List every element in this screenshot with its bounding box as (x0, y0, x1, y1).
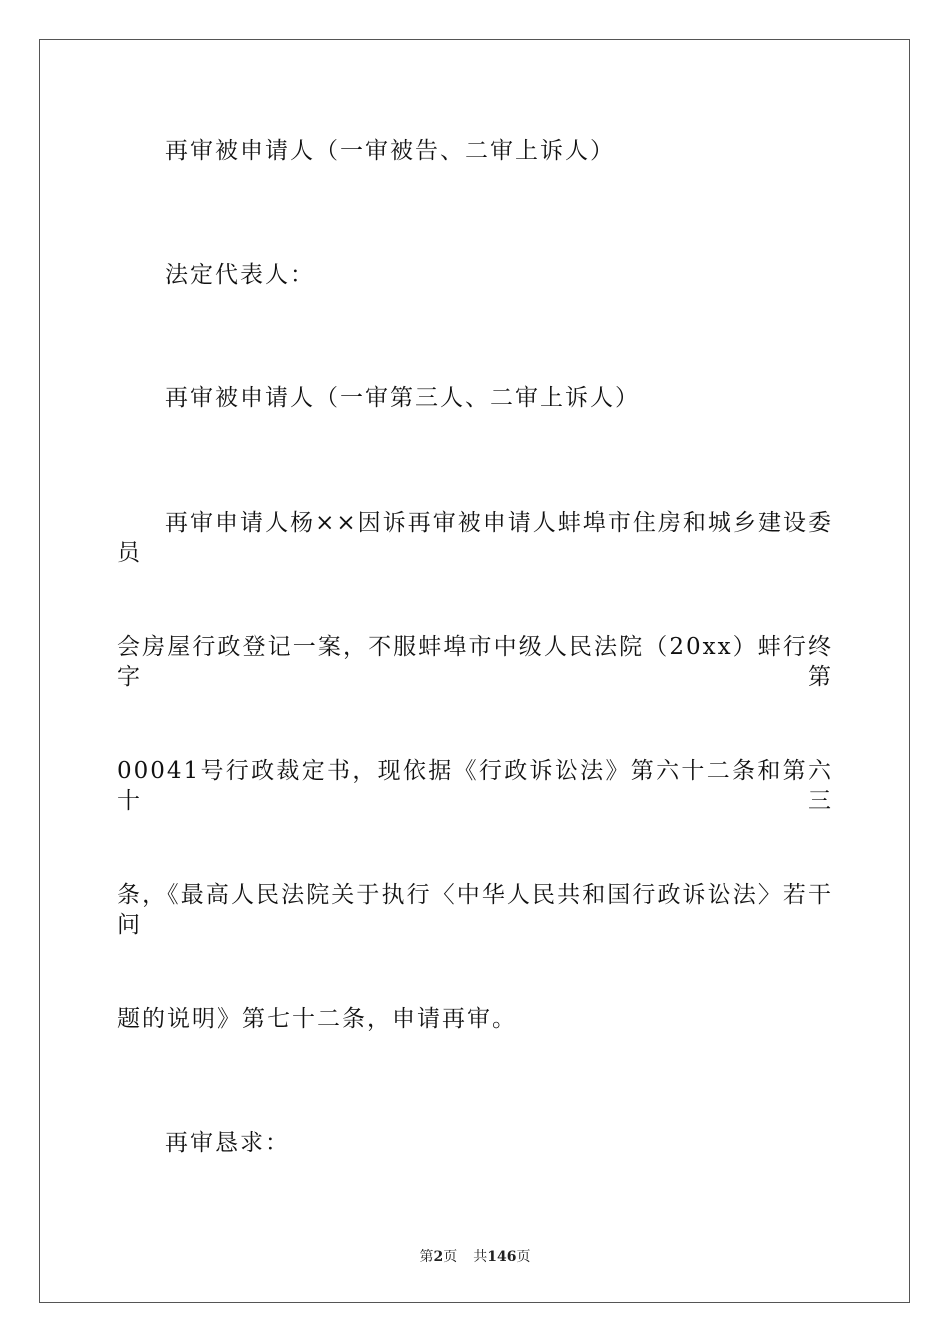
retrial-request-heading: 再审恳求： (165, 1130, 290, 1156)
legal-representative-label: 法定代表人： (165, 262, 315, 288)
respondent-line-1: 再审被申请人（一审被告、二审上诉人） (165, 138, 615, 164)
footer-page-number: 2 (433, 1249, 444, 1265)
footer-total-prefix: 共 (473, 1249, 488, 1265)
footer-total-suffix: 页 (516, 1249, 531, 1265)
footer-page-suffix: 页 (443, 1249, 458, 1265)
page-footer (0, 1248, 950, 1266)
body-paragraph-line-3: 00041号行政裁定书，现依据《行政诉讼法》第六十二条和第六十三 (117, 758, 833, 814)
footer-total-pages: 146 (487, 1249, 517, 1265)
footer-page-prefix: 第 (419, 1249, 434, 1265)
body-paragraph-line-5: 题的说明》第七十二条，申请再审。 (117, 1006, 517, 1032)
respondent-line-2: 再审被申请人（一审第三人、二审上诉人） (165, 385, 640, 411)
body-paragraph-line-4: 条，《最高人民法院关于执行〈中华人民共和国行政诉讼法〉若干问 (117, 882, 833, 938)
body-paragraph-line-2: 会房屋行政登记一案，不服蚌埠市中级人民法院（20xx）蚌行终字第 (117, 634, 833, 690)
body-paragraph-line-1: 再审申请人杨××因诉再审被申请人蚌埠市住房和城乡建设委员 (117, 510, 833, 566)
